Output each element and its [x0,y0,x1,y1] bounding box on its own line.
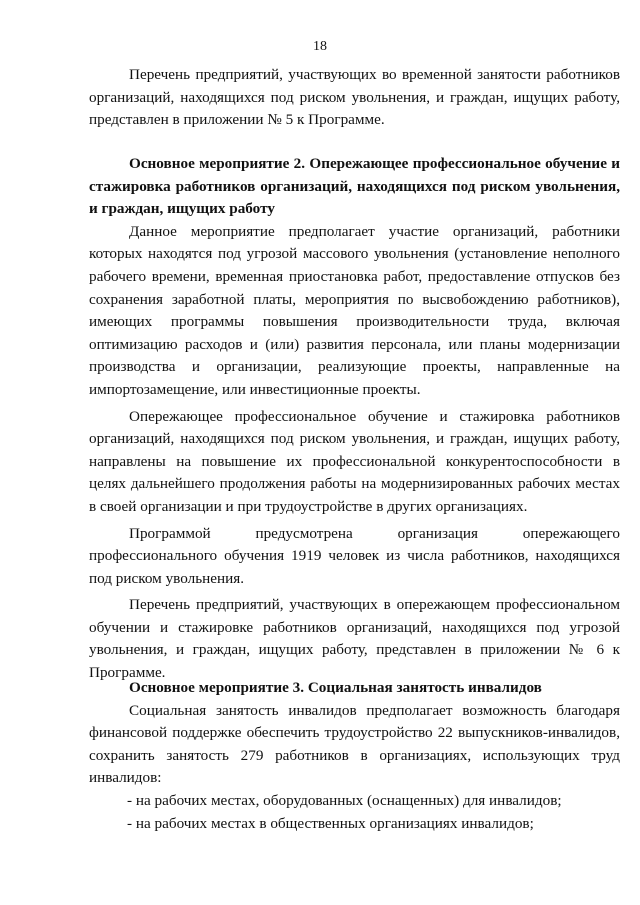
paragraph: Перечень предприятий, участвующих во временной занятости работников организаций, находящихся под риском увольнения, и граждан, ищущих работу, представлен в приложении № 5 к Программе. [89,66,620,129]
paragraph: Программой предусмотрена организация опережающего профессионального обучения 1919 человек из числа работников, находящихся под риском увольнения. [89,524,620,587]
paragraph: Данное мероприятие предполагает участие организаций, работники которых находятся под угрозой массового увольнения (установление неполного рабочего времени, временная приостановка работ, предоставление отпусков без сохранения заработной платы, мероприятия по высвобождению работников), имеющих программы повышения производительности труда, включая оптимизацию расходов и (или) развития персонала, или планы модернизации производства и организации, реализующие проекты, направленные на импортозамещение, или инвестиционные проекты. [89,222,620,398]
section-2 [89,153,620,685]
paragraph: Перечень предприятий, участвующих в опережающем профессиональном обучении и стажировке работников организаций, находящихся под угрозой увольнения, и граждан, ищущих работу, представлен в приложении № 6 к Программе. [89,596,620,682]
list-item: - на рабочих местах в общественных организациях инвалидов; [127,814,534,832]
section-3-heading: Основное мероприятие 3. Социальная занятость инвалидов [129,679,542,696]
paragraph: Опережающее профессиональное обучение и стажировка работников организаций, находящихся под риском увольнения, и граждан, ищущих работу, направлены на повышение их профессиональной конкурентоспособности в целях дальнейшего продолжения работы на модернизированных рабочих местах в своей организации и при трудоустройстве в других организациях. [89,407,620,515]
intro-block [89,64,620,132]
paragraph: Социальная занятость инвалидов предполагает возможность благодаря финансовой поддержке обеспечить трудоустройство 22 выпускников-инвалидов, сохранить занятость 279 работников в организациях, использующих труд инвалидов: [89,701,620,787]
page-number: 18 [313,39,327,54]
list-item: - на рабочих местах, оборудованных (оснащенных) для инвалидов; [127,791,562,809]
section-3 [89,677,620,835]
section-2-heading: Основное мероприятие 2. Опережающее профессиональное обучение и стажировка работников организаций, находящихся под риском увольнения, и граждан, ищущих работу [89,155,620,218]
